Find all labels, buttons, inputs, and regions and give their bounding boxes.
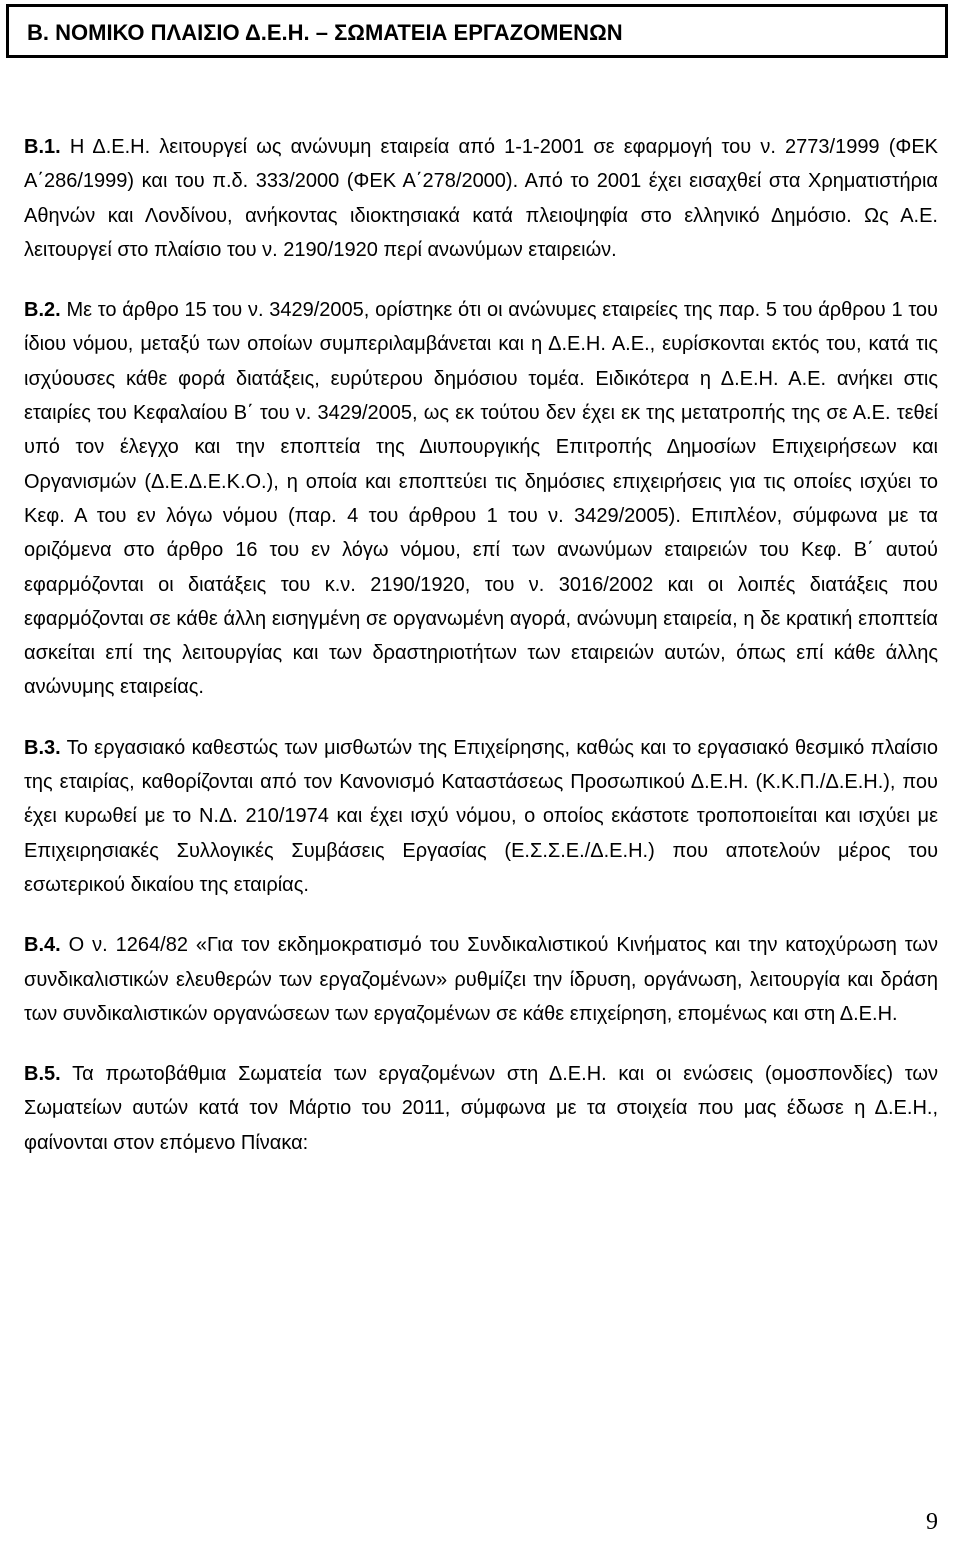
paragraph-b1 (24, 130, 938, 267)
paragraph-text: Ο ν. 1264/82 «Για τον εκδημοκρατισμό του Συνδικαλιστικού Κινήματος και την κατοχύρωση των συνδικαλιστικών ελευθερών των εργαζομένων» ρυθμίζει την ίδρυση, οργάνωση, λειτουργία και δράση των συνδικαλιστικών οργανώσεων των εργαζομένων σε κάθε επιχείρηση, επομένως και στη Δ.Ε.Η. (24, 934, 939, 1025)
document-body (24, 130, 938, 1160)
page-number: 9 (926, 1509, 938, 1535)
paragraph-text: Η Δ.Ε.Η. λειτουργεί ως ανώνυμη εταιρεία από 1-1-2001 σε εφαρμογή του ν. 2773/1999 (ΦΕΚ Α΄286/1999) και του π.δ. 333/2000 (ΦΕΚ Α΄278/2000). Από το 2001 έχει εισαχθεί στα Χρηματιστήρια Αθηνών και Λονδίνου, ανήκοντας ιδιοκτησιακά κατά πλειοψηφία στο ελληνικό Δημόσιο. Ως Α.Ε. λειτουργεί στο πλαίσιο του ν. 2190/1920 περί ανωνύμων εταιρειών. (24, 136, 939, 261)
paragraph-b4 (24, 928, 938, 1031)
paragraph-number: Β.4. (24, 934, 61, 957)
section-heading-box (6, 4, 948, 58)
paragraph-number: Β.3. (24, 736, 61, 759)
paragraph-text: Με το άρθρο 15 του ν. 3429/2005, ορίστηκε ότι οι ανώνυμες εταιρείες της παρ. 5 του άρθρου 1 του ίδιου νόμου, μεταξύ των οποίων συμπεριλαμβάνεται και η Δ.Ε.Η. Α.Ε., ευρίσκονται εκτός του, κατά τις ισχύουσες κάθε φορά διατάξεις, ευρύτερου δημόσιου τομέα. Ειδικότερα η Δ.Ε.Η. Α.Ε. ανήκει στις εταιρίες του Κεφαλαίου Β΄ του ν. 3429/2005, ως εκ τούτου δεν έχει εκ της μετατροπής της σε Α.Ε. τεθεί υπό τον έλεγχο και την εποπτεία της Διυπουργικής Επιτροπής Δημοσίων Επιχειρήσεων και Οργανισμών (Δ.Ε.Δ.Ε.Κ.Ο.), η οποία και εποπτεύει τις δημόσιες επιχειρήσεις για τις οποίες ισχύει το Κεφ. Α του εν λόγω νόμου (παρ. 4 του άρθρου 1 του ν. 3429/2005). Επιπλέον, σύμφωνα με τα οριζόμενα στο άρθρο 16 του εν λόγω νόμου, επί των ανωνύμων εταιρειών του Κεφ. Β΄ αυτού εφαρμόζονται οι διατάξεις του κ.ν. 2190/1920, του ν. 3016/2002 και οι λοιπές διατάξεις που εφαρμόζονται σε κάθε άλλη εισηγμένη σε οργανωμένη αγορά, ανώνυμη εταιρεία, η δε κρατική εποπτεία ασκείται επί της λειτουργίας και των δραστηριοτήτων των εταιρειών αυτών, όπως επί κάθε άλλης ανώνυμης εταιρείας. (24, 299, 938, 699)
paragraph-b3 (24, 731, 938, 902)
paragraph-number: Β.5. (24, 1063, 61, 1086)
paragraph-number: Β.2. (24, 299, 61, 322)
paragraph-text: Το εργασιακό καθεστώς των μισθωτών της Επιχείρησης, καθώς και το εργασιακό θεσμικό πλαίσιο της εταιρίας, καθορίζονται από τον Κανονισμό Καταστάσεως Προσωπικού Δ.Ε.Η. (Κ.Κ.Π./Δ.Ε.Η.), που έχει κυρωθεί με το Ν.Δ. 210/1974 και έχει ισχύ νόμου, ο οποίος εκάστοτε τροποποιείται και ισχύει με Επιχειρησιακές Συλλογικές Συμβάσεις Εργασίας (Ε.Σ.Σ.Ε./Δ.Ε.Η.) που αποτελούν μέρος του εσωτερικού δικαίου της εταιρίας. (24, 736, 938, 896)
section-heading: Β. ΝΟΜΙΚΟ ΠΛΑΙΣΙΟ Δ.Ε.Η. – ΣΩΜΑΤΕΙΑ ΕΡΓΑΖΟΜΕΝΩΝ (27, 20, 623, 45)
paragraph-text: Τα πρωτοβάθμια Σωματεία των εργαζομένων στη Δ.Ε.Η. και οι ενώσεις (ομοσπονδίες) των Σωματείων αυτών κατά τον Μάρτιο του 2011, σύμφωνα με τα στοιχεία που μας έδωσε η Δ.Ε.Η., φαίνονται στον επόμενο Πίνακα: (24, 1063, 938, 1154)
paragraph-number: Β.1. (24, 136, 61, 158)
paragraph-b2 (24, 293, 938, 705)
paragraph-b5 (24, 1057, 938, 1160)
